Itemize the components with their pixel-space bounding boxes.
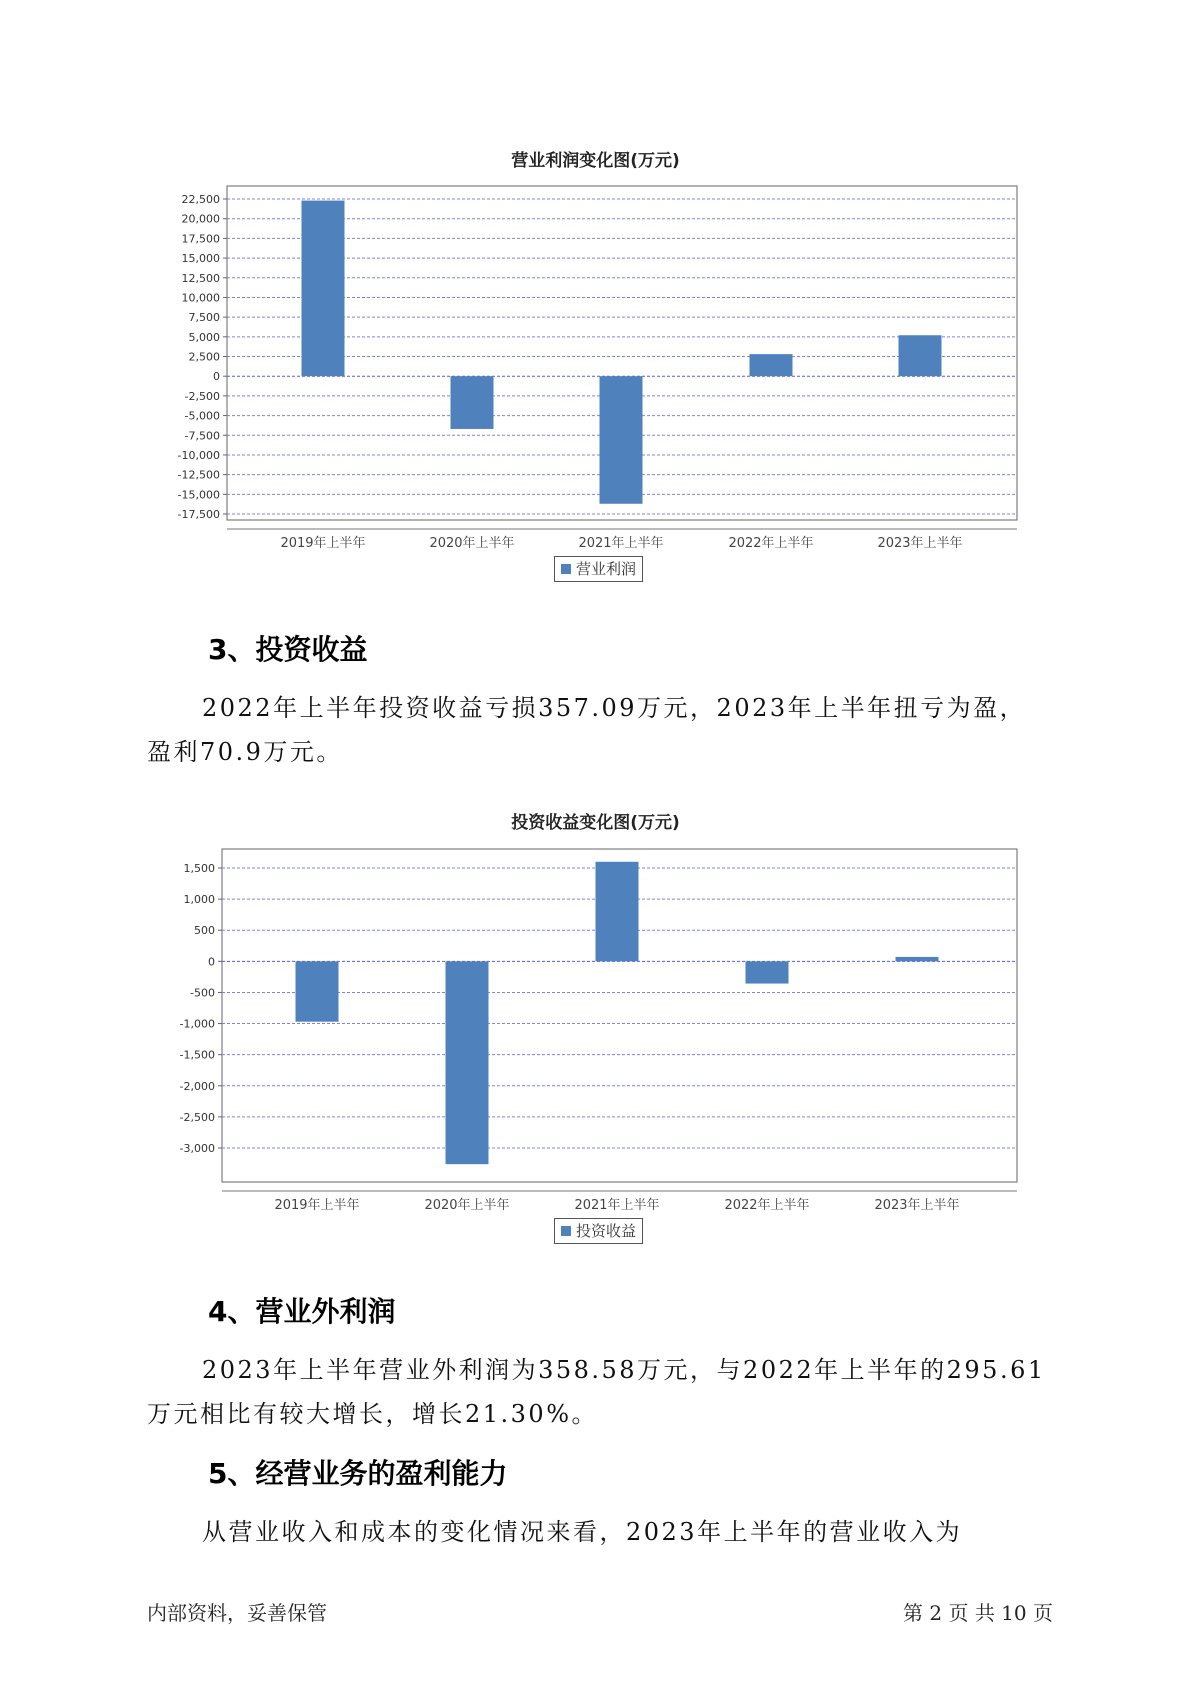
section4-heading: 4、营业外利润 [208,1295,396,1328]
y-tick-label: -12,500 [177,468,220,482]
section5-heading: 5、经营业务的盈利能力 [208,1457,508,1490]
x-tick-label: 2021年上半年 [574,1198,660,1213]
chart2-legend-label: 投资收益 [576,1222,637,1240]
section5-paragraph: 从营业收入和成本的变化情况来看，2023年上半年的营业收入为 [202,1518,963,1546]
y-tick-label: -2,500 [179,1110,215,1124]
y-tick-label: 1,500 [183,862,215,875]
y-tick-label: -1,500 [179,1048,215,1062]
y-tick-label: -15,000 [177,488,220,502]
chart1-operating-profit [0,180,1191,551]
y-tick-label: 22,500 [181,193,220,206]
footer-left: 内部资料，妥善保管 [147,1601,327,1625]
y-tick-label: -10,000 [177,448,220,462]
legend-swatch [561,564,571,574]
x-tick-label: 2023年上半年 [874,1198,960,1213]
bar-2021年上半年 [600,376,643,504]
chart1-legend-label: 营业利润 [576,560,637,578]
y-tick-label: 0 [213,370,220,384]
chart1-legend [554,556,643,582]
bar-2022年上半年 [746,961,789,983]
chart2-investment-income [0,840,1191,1213]
x-tick-label: 2019年上半年 [274,1198,360,1213]
y-tick-label: 1,000 [183,893,215,907]
bar-2023年上半年 [896,957,939,961]
x-tick-label: 2020年上半年 [429,536,515,551]
chart2-title: 投资收益变化图(万元) [511,813,680,833]
y-tick-label: -5,000 [184,409,220,423]
y-tick-label: 7,500 [188,311,220,325]
bar-2019年上半年 [302,201,345,377]
y-tick-label: 5,000 [188,330,220,344]
footer-page-number: 第 2 页 共 10 页 [903,1601,1053,1625]
y-tick-label: -7,500 [184,429,220,443]
section3-paragraph: 2022年上半年投资收益亏损357.09万元，2023年上半年扭亏为盈，盈利70.9万元。 [147,694,1027,766]
y-tick-label: 2,500 [188,350,220,364]
section3-heading: 3、投资收益 [208,633,368,666]
x-tick-label: 2022年上半年 [728,536,814,551]
y-tick-label: 20,000 [181,212,220,226]
y-tick-label: 500 [194,924,215,938]
bar-2023年上半年 [899,335,942,376]
bar-2020年上半年 [446,961,489,1164]
y-tick-label: 15,000 [181,252,220,266]
legend-swatch [561,1226,571,1236]
y-tick-label: -2,500 [184,389,220,403]
y-tick-label: -17,500 [177,508,220,521]
y-tick-label: 12,500 [181,271,220,285]
y-tick-label: 0 [208,955,215,969]
bar-2022年上半年 [750,354,793,376]
bar-2019年上半年 [296,961,339,1021]
section4-paragraph: 2023年上半年营业外利润为358.58万元，与2022年上半年的295.61万元相比有较大增长，增长21.30%。 [147,1356,1046,1428]
y-tick-label: -1,000 [179,1017,215,1031]
y-tick-label: -3,000 [179,1142,215,1155]
x-tick-label: 2021年上半年 [578,536,664,551]
x-tick-label: 2022年上半年 [724,1198,810,1213]
x-tick-label: 2020年上半年 [424,1198,510,1213]
y-tick-label: 10,000 [181,291,220,305]
bar-2020年上半年 [451,376,494,429]
chart1-title: 营业利润变化图(万元) [511,151,680,171]
y-tick-label: 17,500 [181,232,220,246]
y-tick-label: -500 [190,986,215,1000]
x-tick-label: 2019年上半年 [280,536,366,551]
y-tick-label: -2,000 [179,1079,215,1093]
x-tick-label: 2023年上半年 [877,536,963,551]
bar-2021年上半年 [596,862,639,962]
chart2-legend [554,1218,643,1244]
